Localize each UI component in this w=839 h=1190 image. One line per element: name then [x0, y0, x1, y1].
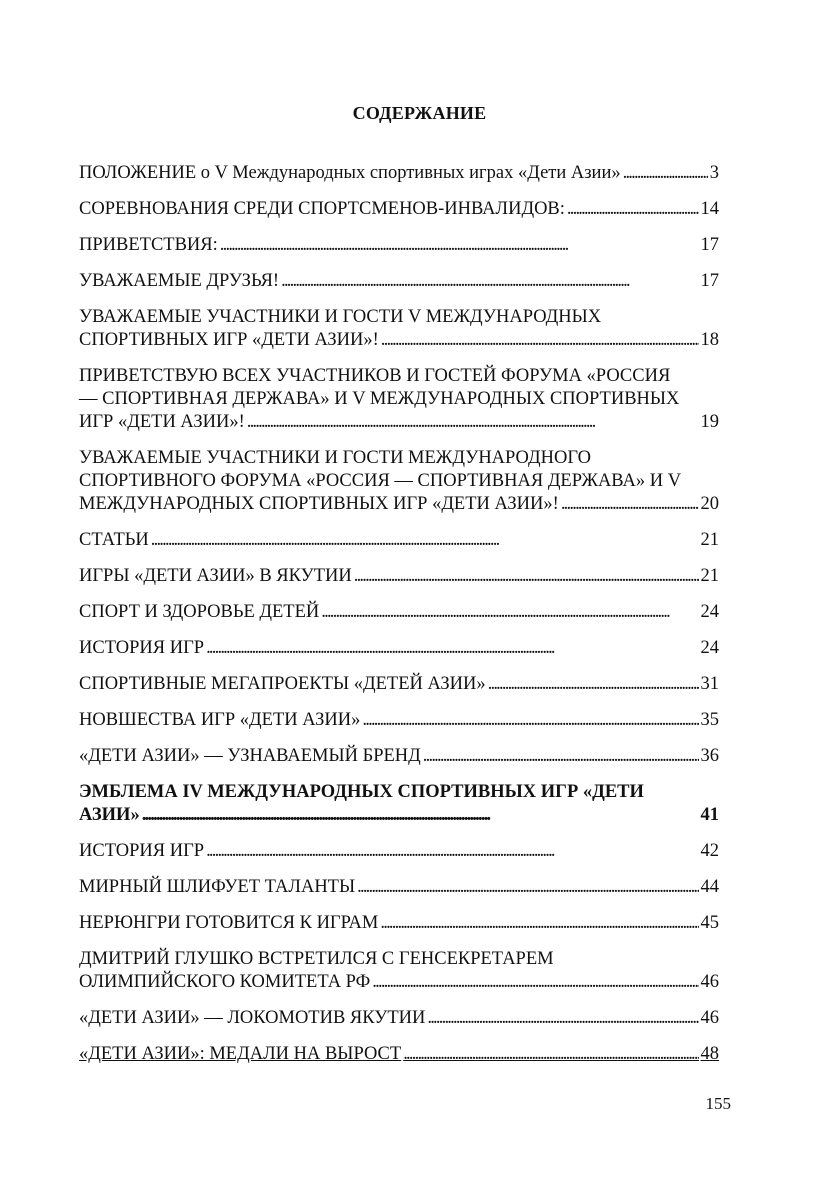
- toc-entry-final-line: [79, 565, 719, 588]
- toc-entry-final-line: [79, 162, 719, 185]
- toc-entry[interactable]: [79, 781, 719, 827]
- toc-entry-page-number: 3: [709, 163, 719, 183]
- toc-entry-final-line: [79, 411, 719, 434]
- toc-dot-leader: [372, 971, 698, 994]
- toc-dot-leader: [381, 329, 699, 352]
- toc-entry-title: СОРЕВНОВАНИЯ СРЕДИ СПОРТСМЕНОВ-ИНВАЛИДОВ:: [79, 199, 565, 219]
- toc-entry-title: «ДЕТИ АЗИИ» — УЗНАВАЕМЫЙ БРЕНД: [79, 746, 421, 766]
- toc-entry[interactable]: [79, 162, 719, 185]
- toc-entry-page-number: 21: [700, 530, 719, 550]
- toc-entry-title: УВАЖАЕМЫЕ ДРУЗЬЯ!: [79, 271, 280, 291]
- toc-entry-page-number: 35: [700, 710, 719, 730]
- toc-entry-title: МИРНЫЙ ШЛИФУЕТ ТАЛАНТЫ: [79, 877, 356, 897]
- toc-dot-leader: [567, 198, 699, 221]
- toc-dot-leader: [142, 804, 699, 827]
- toc-entry[interactable]: [79, 365, 719, 434]
- toc-dot-leader: [247, 411, 699, 434]
- toc-entry-final-line: [79, 709, 719, 732]
- toc-entry-final-line: [79, 1043, 719, 1066]
- toc-entry[interactable]: [79, 745, 719, 768]
- toc-entry-final-line: [79, 234, 719, 257]
- toc-entry-title: НЕРЮНГРИ ГОТОВИТСЯ К ИГРАМ: [79, 913, 379, 933]
- toc-entry-title: АЗИИ»: [79, 805, 140, 825]
- toc-entry[interactable]: [79, 948, 719, 994]
- toc-entry-page-number: 46: [700, 972, 719, 992]
- toc-entry-title: ОЛИМПИЙСКОГО КОМИТЕТА РФ: [79, 972, 371, 992]
- toc-entry-page-number: 24: [700, 602, 719, 622]
- toc-entry-page-number: 45: [700, 913, 719, 933]
- toc-entry-page-number: 18: [700, 330, 719, 350]
- toc-entry-title: ПОЛОЖЕНИЕ о V Международных спортивных играх «Дети Азии»: [79, 163, 621, 183]
- toc-entry-page-number: 21: [700, 566, 719, 586]
- page-number: 155: [705, 1094, 731, 1113]
- toc-entry-final-line: [79, 971, 719, 994]
- toc-entry-title: «ДЕТИ АЗИИ»: МЕДАЛИ НА ВЫРОСТ: [79, 1044, 402, 1064]
- toc-dot-leader: [561, 493, 699, 516]
- toc-entry[interactable]: [79, 637, 719, 660]
- toc-entry-final-line: [79, 912, 719, 935]
- toc-dot-leader: [220, 234, 699, 257]
- toc-entry[interactable]: [79, 876, 719, 899]
- toc-entry-final-line: [79, 876, 719, 899]
- toc-entry-title-line: ЭМБЛЕМА IV МЕЖДУНАРОДНЫХ СПОРТИВНЫХ ИГР «ДЕТИ: [79, 782, 644, 802]
- toc-entry-final-line: [79, 804, 719, 827]
- toc-dot-leader: [362, 709, 698, 732]
- toc-dot-leader: [427, 1007, 698, 1030]
- toc-dot-leader: [357, 876, 698, 899]
- toc-dot-leader: [623, 162, 708, 185]
- toc-entry-title: СПОРТИВНЫХ ИГР «ДЕТИ АЗИИ»!: [79, 330, 379, 350]
- toc-entry-page-number: 17: [700, 235, 719, 255]
- toc-entry[interactable]: [79, 447, 719, 516]
- toc-entry[interactable]: [79, 529, 719, 552]
- toc-entry-title: СПОРТ И ЗДОРОВЬЕ ДЕТЕЙ: [79, 602, 320, 622]
- toc-entry[interactable]: [79, 234, 719, 257]
- toc-entry[interactable]: [79, 1007, 719, 1030]
- toc-entry-title: ПРИВЕТСТВИЯ:: [79, 235, 218, 255]
- toc-dot-leader: [403, 1043, 698, 1066]
- toc-entry[interactable]: [79, 306, 719, 352]
- toc-entry-final-line: [79, 673, 719, 696]
- toc-entry-title-line: УВАЖАЕМЫЕ УЧАСТНИКИ И ГОСТИ МЕЖДУНАРОДНОГО: [79, 448, 591, 468]
- toc-entry[interactable]: [79, 673, 719, 696]
- toc-entry-title: ИГРЫ «ДЕТИ АЗИИ» В ЯКУТИИ: [79, 566, 352, 586]
- toc-entry[interactable]: [79, 198, 719, 221]
- toc-dot-leader: [206, 637, 698, 660]
- toc-entry-title: ИСТОРИЯ ИГР: [79, 638, 205, 658]
- toc-entry-page-number: 20: [700, 494, 719, 514]
- toc-entry-final-line: [79, 270, 719, 293]
- toc-dot-leader: [380, 912, 698, 935]
- toc-entry-final-line: [79, 1007, 719, 1030]
- toc-dot-leader: [151, 529, 699, 552]
- toc-entry-page-number: 36: [700, 746, 719, 766]
- toc-entry-page-number: 31: [700, 674, 719, 694]
- toc-dot-leader: [321, 601, 698, 624]
- toc-entry-final-line: [79, 745, 719, 768]
- toc-entry-page-number: 24: [700, 638, 719, 658]
- toc-dot-leader: [488, 673, 699, 696]
- toc-entry[interactable]: [79, 912, 719, 935]
- toc-entry-title: ИСТОРИЯ ИГР: [79, 841, 205, 861]
- table-of-contents: [79, 162, 719, 1079]
- toc-entry-page-number: 42: [700, 841, 719, 861]
- toc-entry[interactable]: [79, 601, 719, 624]
- page-title: СОДЕРЖАНИЕ: [352, 103, 487, 123]
- toc-entry-title-line: УВАЖАЕМЫЕ УЧАСТНИКИ И ГОСТИ V МЕЖДУНАРОДНЫХ: [79, 307, 602, 327]
- toc-dot-leader: [354, 565, 699, 588]
- toc-entry-final-line: [79, 198, 719, 221]
- toc-entry-page-number: 48: [700, 1044, 719, 1064]
- toc-dot-leader: [423, 745, 699, 768]
- toc-entry[interactable]: [79, 1043, 719, 1066]
- toc-entry[interactable]: [79, 270, 719, 293]
- toc-entry-title-line: ПРИВЕТСТВУЮ ВСЕХ УЧАСТНИКОВ И ГОСТЕЙ ФОРУМА «РОССИЯ: [79, 366, 671, 386]
- toc-entry[interactable]: [79, 565, 719, 588]
- toc-entry[interactable]: [79, 840, 719, 863]
- toc-dot-leader: [206, 840, 698, 863]
- toc-entry-page-number: 17: [700, 271, 719, 291]
- toc-entry-title-line: ДМИТРИЙ ГЛУШКО ВСТРЕТИЛСЯ С ГЕНСЕКРЕТАРЕМ: [79, 949, 554, 969]
- toc-entry-final-line: [79, 329, 719, 352]
- toc-entry-title-line: СПОРТИВНОГО ФОРУМА «РОССИЯ — СПОРТИВНАЯ ДЕРЖАВА» И V: [79, 471, 682, 491]
- toc-entry-final-line: [79, 529, 719, 552]
- toc-entry-page-number: 41: [700, 805, 719, 825]
- toc-entry-final-line: [79, 601, 719, 624]
- toc-entry-final-line: [79, 840, 719, 863]
- toc-dot-leader: [281, 270, 698, 293]
- toc-entry-title: МЕЖДУНАРОДНЫХ СПОРТИВНЫХ ИГР «ДЕТИ АЗИИ»!: [79, 494, 559, 514]
- toc-entry-title: НОВШЕСТВА ИГР «ДЕТИ АЗИИ»: [79, 710, 361, 730]
- toc-entry-page-number: 46: [700, 1008, 719, 1028]
- toc-entry-title: ИГР «ДЕТИ АЗИИ»!: [79, 412, 245, 432]
- toc-entry-title: СТАТЬИ: [79, 530, 149, 550]
- toc-entry-page-number: 19: [700, 412, 719, 432]
- toc-entry-title: СПОРТИВНЫЕ МЕГАПРОЕКТЫ «ДЕТЕЙ АЗИИ»: [79, 674, 486, 694]
- toc-entry-final-line: [79, 493, 719, 516]
- toc-entry-title-line: — СПОРТИВНАЯ ДЕРЖАВА» И V МЕЖДУНАРОДНЫХ СПОРТИВНЫХ: [79, 389, 680, 409]
- toc-entry-final-line: [79, 637, 719, 660]
- toc-entry-page-number: 14: [700, 199, 719, 219]
- toc-entry[interactable]: [79, 709, 719, 732]
- toc-entry-page-number: 44: [700, 877, 719, 897]
- toc-entry-title: «ДЕТИ АЗИИ» — ЛОКОМОТИВ ЯКУТИИ: [79, 1008, 426, 1028]
